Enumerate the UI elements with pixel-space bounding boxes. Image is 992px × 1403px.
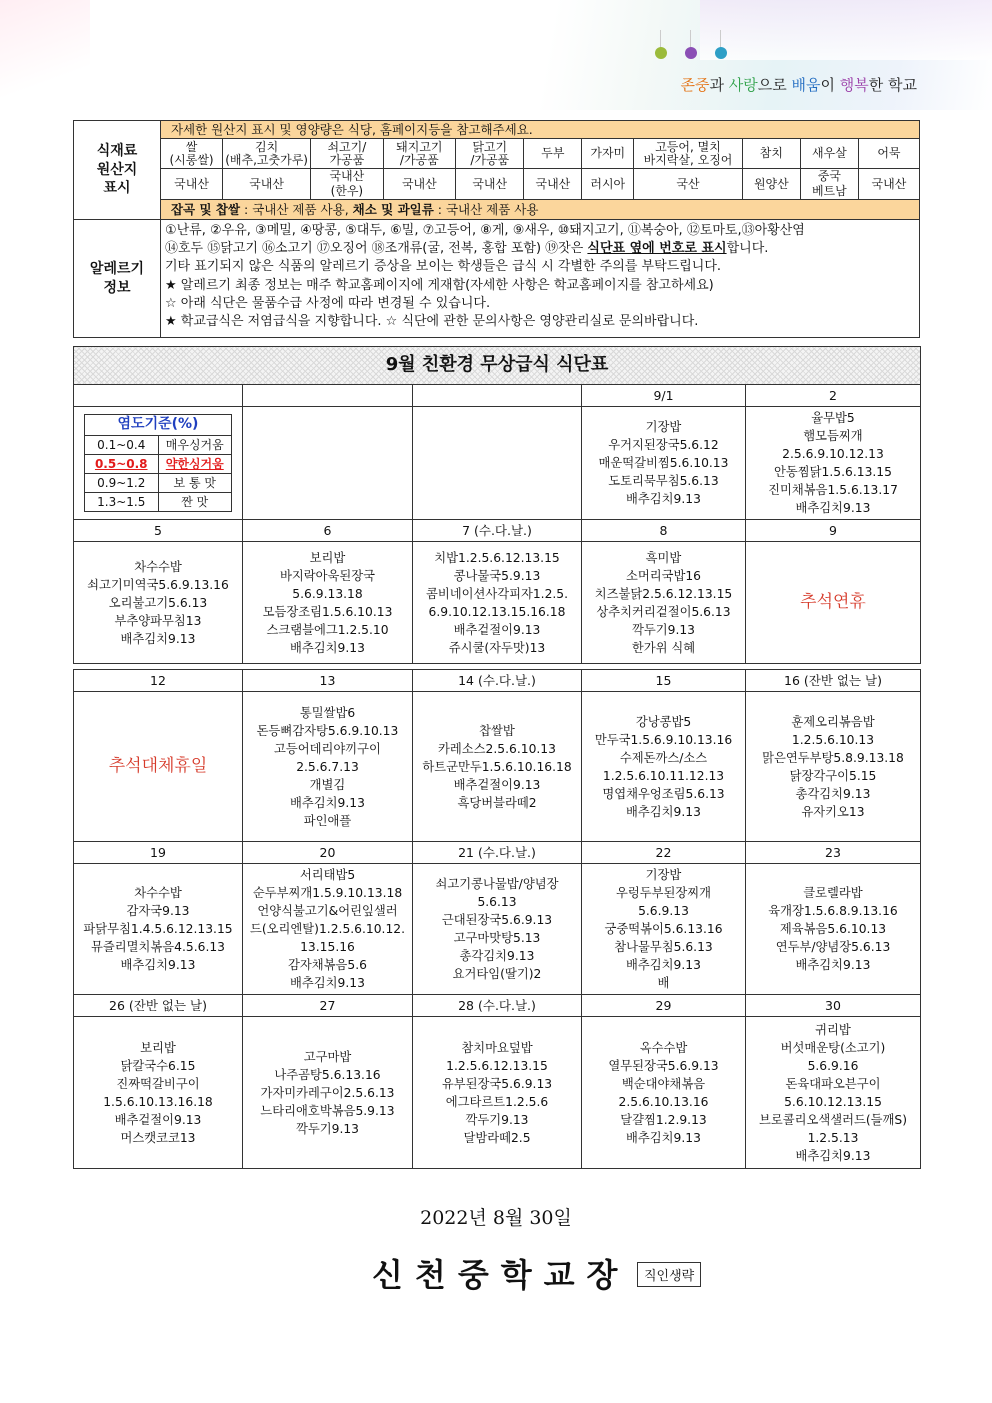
menu-item: 언양식불고기&어린잎샐러 bbox=[257, 904, 398, 918]
allergy-line-2a: ⑭호두 ⑮닭고기 ⑯소고기 ⑰오징어 ⑱조개류(굴, 전복, 홍합 포함) ⑲잣은 bbox=[164, 241, 588, 257]
menu-item: 버섯매운탕(소고기) bbox=[780, 1040, 886, 1055]
origin-value-3: 국내산 bbox=[383, 169, 455, 200]
menu-item: 우거지된장국5.6.12 bbox=[608, 438, 719, 452]
empty-cell bbox=[413, 407, 582, 520]
menu-item: 에그타르트1.2.5.6 bbox=[445, 1094, 549, 1109]
date-cell: 21 (수.다.날.) bbox=[413, 842, 582, 864]
dot-green bbox=[655, 30, 667, 62]
menu-cell bbox=[746, 1017, 921, 1169]
date-row-2 bbox=[74, 670, 921, 692]
menu-item: 총각김치9.13 bbox=[795, 786, 871, 801]
salt-standard-table bbox=[84, 414, 232, 512]
origin-grain-veg-note bbox=[160, 200, 919, 220]
issue-date: 2022년 8월 30일 bbox=[420, 1207, 572, 1229]
origin-values-row bbox=[74, 169, 920, 200]
slogan-word-7: 한 학교 bbox=[868, 76, 917, 94]
date-cell: 26 (잔반 없는 날) bbox=[74, 995, 243, 1017]
menu-item: 1.2.5.6.10.13 bbox=[791, 732, 875, 747]
menu-item: 소머리국밥16 bbox=[625, 568, 702, 583]
menu-cell bbox=[243, 1017, 413, 1169]
dot-purple bbox=[685, 30, 697, 62]
menu-item: 배추김치9.13 bbox=[795, 501, 871, 515]
menu-cell bbox=[243, 692, 413, 842]
menu-item: 느타리애호박볶음5.9.13 bbox=[260, 1103, 395, 1118]
menu-item: 돈등뼈감자탕5.6.9.10.13 bbox=[256, 723, 399, 738]
menu-item: 배추김치9.13 bbox=[120, 958, 196, 972]
menu-item: 쇠고기미역국5.6.9.13.16 bbox=[87, 577, 229, 592]
origin-item-7: 고등어, 멸치 바지락살, 오징어 bbox=[634, 139, 743, 169]
principal-name: 신천중학교장 bbox=[372, 1256, 630, 1294]
salt-cell bbox=[74, 407, 243, 520]
menu-cell bbox=[746, 864, 921, 995]
origin-value-0: 국내산 bbox=[160, 169, 222, 200]
slogan-word-0: 존중 bbox=[680, 76, 710, 94]
menu-item: 고등어데리야끼구이 bbox=[274, 741, 381, 756]
menu-item: 배추김치9.13 bbox=[626, 804, 701, 819]
origin-value-7: 국산 bbox=[634, 169, 743, 200]
menu-cell bbox=[413, 1017, 582, 1169]
menu-item: 고구마맛탕5.13 bbox=[453, 931, 541, 945]
menu-title: 9월 친환경 무상급식 식단표 bbox=[74, 347, 921, 385]
origin-item-5: 두부 bbox=[524, 139, 582, 169]
menu-item: 배추김치9.13 bbox=[795, 958, 871, 972]
origin-allergy-table bbox=[73, 120, 920, 338]
menu-item: 오리불고기5.6.13 bbox=[108, 595, 208, 610]
menu-item: 모듬장조림1.5.6.10.13 bbox=[262, 604, 393, 619]
origin-item-0: 쌀 (시롱쌀) bbox=[160, 139, 222, 169]
menu-item: 2.5.6.10.13.16 bbox=[618, 1094, 709, 1109]
slogan-word-3: 으로 bbox=[757, 76, 792, 94]
origin-note: 자세한 원산지 표시 및 영양량은 식당, 홈페이지등을 참고해주세요. bbox=[160, 121, 919, 139]
menu-item: 훈제오리볶음밥 bbox=[791, 714, 875, 729]
menu-item: 깍두기9.13 bbox=[631, 622, 696, 637]
menu-item: 닭장각구이5.15 bbox=[789, 768, 877, 783]
menu-item: 5.6.9.13 bbox=[638, 904, 689, 918]
grain-text: : 국내산 제품 사용, bbox=[240, 201, 353, 217]
menu-item: 5.6.10.12.13.15 bbox=[784, 1094, 882, 1109]
menu-item: 쥬시쿨(자두맛)13 bbox=[448, 640, 546, 655]
menu-item: 하트군만두1.5.6.10.16.18 bbox=[422, 759, 572, 774]
menu-item: 5.6.13 bbox=[477, 895, 517, 909]
holiday-cell bbox=[746, 542, 921, 664]
menu-item: 총각김치9.13 bbox=[459, 949, 535, 963]
date-row-4 bbox=[74, 995, 921, 1017]
holiday-label: 추석연휴 bbox=[800, 592, 866, 612]
salt-range: 0.1~0.4 bbox=[85, 436, 159, 455]
menu-item: 순두부찌개1.5.9.10.13.18 bbox=[252, 886, 403, 900]
slogan-word-5: 이 bbox=[820, 76, 840, 94]
menu-item: 콤비네이션사각피자1.2.5. bbox=[425, 586, 569, 601]
date-cell: 20 bbox=[243, 842, 413, 864]
empty-cell bbox=[243, 407, 413, 520]
origin-item-6: 가자미 bbox=[582, 139, 634, 169]
origin-value-8: 원양산 bbox=[742, 169, 800, 200]
menu-item: 육개장1.5.6.8.9.13.16 bbox=[768, 904, 898, 918]
menu-item: 2.5.6.7.13 bbox=[296, 759, 359, 774]
date-row-0 bbox=[74, 385, 921, 407]
menu-item: 6.9.10.12.13.15.16.18 bbox=[428, 604, 566, 619]
date-cell: 16 (잔반 없는 날) bbox=[746, 670, 921, 692]
menu-item: 배추겉절이9.13 bbox=[453, 622, 541, 637]
menu-item: 가자미카레구이2.5.6.13 bbox=[260, 1085, 395, 1100]
date-cell: 9 bbox=[746, 520, 921, 542]
menu-item: 닭칼국수6.15 bbox=[120, 1058, 196, 1073]
menu-item: 보리밥 bbox=[140, 1040, 176, 1055]
menu-cell bbox=[582, 407, 746, 520]
date-cell: 8 bbox=[582, 520, 746, 542]
menu-item: 맑은연두부탕5.8.9.13.18 bbox=[762, 750, 904, 765]
origin-items-row bbox=[74, 139, 920, 169]
menu-item: 백순대야채볶음 bbox=[621, 1076, 706, 1091]
date-cell: 30 bbox=[746, 995, 921, 1017]
menu-cell bbox=[582, 1017, 746, 1169]
veg-text: : 국내산 제품 사용 bbox=[433, 201, 539, 217]
holiday-label: 추석대체휴일 bbox=[108, 756, 208, 776]
menu-item: 옥수수밥 bbox=[639, 1040, 688, 1055]
menu-item: 안동찜닭1.5.6.13.15 bbox=[774, 465, 892, 479]
origin-item-1: 김치 (배추,고춧가루) bbox=[223, 139, 311, 169]
menu-item: 개별김 bbox=[309, 777, 346, 792]
menu-item: 참나물무침5.6.13 bbox=[614, 940, 713, 954]
menu-table bbox=[73, 346, 921, 1169]
allergy-line-4: ★ 알레르기 최종 정보는 매주 학교홈페이지에 게재함(자세한 사항은 학교홈페이지를 참고하세요) bbox=[164, 277, 714, 293]
menu-item: 배추김치9.13 bbox=[120, 631, 196, 646]
menu-cell bbox=[413, 692, 582, 842]
menu-item: 연두부/양념장5.6.13 bbox=[775, 940, 891, 954]
menu-item: 차수수밥 bbox=[134, 886, 182, 900]
menu-row-3 bbox=[74, 864, 921, 995]
menu-item: 한가위 식혜 bbox=[631, 640, 696, 655]
veg-label: 채소 및 과일류 bbox=[352, 201, 434, 217]
menu-item: 나주곰탕5.6.13.16 bbox=[274, 1067, 381, 1082]
menu-item: 강낭콩밥5 bbox=[635, 714, 692, 729]
menu-item: 만두국1.5.6.9.10.13.16 bbox=[594, 732, 733, 747]
origin-heading: 식재료 원산지 표시 bbox=[74, 121, 161, 220]
menu-item: 뮤즐리멸치볶음4.5.6.13 bbox=[91, 940, 225, 954]
allergy-line-3: 기타 표기되지 않은 식품의 알레르기 증상을 보이는 학생들은 급식 시 각별한 주의를 부탁드립니다. bbox=[164, 259, 722, 275]
date-cell: 28 (수.다.날.) bbox=[413, 995, 582, 1017]
menu-row-0 bbox=[74, 407, 921, 520]
menu-item: 도토리묵무침5.6.13 bbox=[608, 474, 719, 488]
menu-item: 제육볶음5.6.10.13 bbox=[779, 922, 887, 936]
allergy-line-5: ☆ 아래 식단은 물품수급 사정에 따라 변경될 수 있습니다. bbox=[164, 295, 491, 311]
menu-item: 보리밥 bbox=[309, 550, 346, 565]
menu-item: 찹쌀밥 bbox=[479, 723, 515, 738]
menu-item: 치즈불닭2.5.6.12.13.15 bbox=[594, 586, 733, 601]
menu-item: 브로콜리오색샐러드(들깨S) bbox=[758, 1112, 908, 1127]
decorative-dots bbox=[655, 30, 735, 62]
menu-item: 배추김치9.13 bbox=[290, 640, 365, 655]
menu-item: 달걀찜1.2.9.13 bbox=[620, 1112, 707, 1127]
date-cell: 22 bbox=[582, 842, 746, 864]
origin-value-4: 국내산 bbox=[456, 169, 524, 200]
menu-item: 5.6.9.13.18 bbox=[292, 586, 363, 601]
menu-item: 근대된장국5.6.9.13 bbox=[441, 913, 553, 927]
slogan-word-2: 사랑 bbox=[728, 76, 758, 94]
origin-item-2: 쇠고기/ 가공품 bbox=[311, 139, 383, 169]
menu-item: 차수수밥 bbox=[134, 559, 182, 574]
date-row-3 bbox=[74, 842, 921, 864]
origin-value-10: 국내산 bbox=[858, 169, 919, 200]
origin-value-2: 국내산 (한우) bbox=[311, 169, 383, 200]
origin-item-10: 어묵 bbox=[858, 139, 919, 169]
menu-row-2 bbox=[74, 692, 921, 842]
menu-item: 스크램블에그1.2.5.10 bbox=[266, 622, 389, 637]
menu-item: 1.2.5.6.12.13.15 bbox=[446, 1058, 548, 1073]
origin-value-6: 러시아 bbox=[582, 169, 634, 200]
allergy-info bbox=[160, 220, 919, 338]
menu-cell bbox=[582, 692, 746, 842]
menu-item: 2.5.6.9.10.12.13 bbox=[782, 447, 884, 461]
menu-item: 1.5.6.10.13.16.18 bbox=[103, 1094, 213, 1109]
menu-item: 클로렐라밥 bbox=[803, 886, 863, 900]
menu-item: 상추치커리겉절이5.6.13 bbox=[596, 604, 731, 619]
decor-ribbon-left bbox=[0, 0, 90, 110]
menu-item: 머스캣코코13 bbox=[120, 1130, 196, 1145]
menu-item: 깍두기9.13 bbox=[465, 1112, 529, 1127]
origin-value-1: 국내산 bbox=[223, 169, 311, 200]
menu-item: 13.15.16 bbox=[300, 940, 355, 954]
menu-item: 드(오리엔탈)1.2.5.6.10.12. bbox=[249, 922, 406, 936]
school-slogan bbox=[681, 74, 917, 95]
menu-item: 고구마밥 bbox=[303, 1049, 352, 1064]
seal-omitted-box: 직인생략 bbox=[637, 1262, 701, 1287]
menu-item: 기장밥 bbox=[645, 868, 682, 882]
salt-label: 약한싱거움 bbox=[158, 455, 232, 474]
menu-item: 진짜떡갈비구이 bbox=[116, 1076, 200, 1091]
salt-label: 매우싱거움 bbox=[158, 436, 232, 455]
salt-label: 짠 맛 bbox=[158, 493, 232, 512]
date-cell: 14 (수.다.날.) bbox=[413, 670, 582, 692]
menu-item: 배추김치9.13 bbox=[795, 1148, 871, 1163]
menu-item: 카레소스2.5.6.10.13 bbox=[438, 741, 556, 756]
allergy-line-2b: 식단표 옆에 번호로 표시 bbox=[587, 241, 727, 257]
menu-item: 통밀쌀밥6 bbox=[299, 705, 356, 720]
menu-item: 깍두기9.13 bbox=[295, 1121, 360, 1136]
date-cell: 15 bbox=[582, 670, 746, 692]
menu-cell bbox=[74, 1017, 243, 1169]
menu-item: 흑미밥 bbox=[645, 550, 682, 565]
date-cell: 6 bbox=[243, 520, 413, 542]
menu-cell bbox=[582, 542, 746, 664]
origin-item-3: 돼지고기 /가공품 bbox=[383, 139, 455, 169]
menu-row-4 bbox=[74, 1017, 921, 1169]
menu-item: 파닭무침1.4.5.6.12.13.15 bbox=[83, 922, 233, 936]
menu-item: 콩나물국5.9.13 bbox=[453, 568, 541, 583]
menu-item: 쇠고기콩나물밥/양념장 bbox=[435, 877, 559, 891]
menu-item: 매운떡갈비찜5.6.10.13 bbox=[598, 456, 729, 470]
menu-cell bbox=[413, 542, 582, 664]
salt-row bbox=[85, 474, 232, 493]
decor-ribbon-right bbox=[700, 0, 992, 60]
menu-item: 흑당버블라떼2 bbox=[457, 795, 537, 810]
salt-header-row bbox=[85, 415, 232, 436]
origin-item-9: 새우살 bbox=[800, 139, 858, 169]
date-cell: 5 bbox=[74, 520, 243, 542]
slogan-word-6: 행복 bbox=[839, 76, 869, 94]
date-cell: 23 bbox=[746, 842, 921, 864]
date-row-1 bbox=[74, 520, 921, 542]
menu-cell bbox=[74, 864, 243, 995]
menu-item: 부추양파무침13 bbox=[114, 613, 202, 628]
allergy-line-2c: 합니다. bbox=[726, 241, 769, 257]
salt-range: 0.9~1.2 bbox=[85, 474, 159, 493]
menu-item: 파인애플 bbox=[303, 813, 352, 828]
holiday-cell bbox=[74, 692, 243, 842]
salt-range: 1.3~1.5 bbox=[85, 493, 159, 512]
menu-cell bbox=[243, 542, 413, 664]
menu-cell bbox=[746, 692, 921, 842]
date-cell: 2 bbox=[746, 385, 921, 407]
salt-row bbox=[85, 493, 232, 512]
menu-item: 배추김치9.13 bbox=[626, 958, 701, 972]
menu-item: 돈육대파오븐구이 bbox=[785, 1076, 881, 1091]
menu-item: 배추김치9.13 bbox=[626, 1130, 701, 1145]
origin-item-8: 참치 bbox=[742, 139, 800, 169]
menu-cell bbox=[243, 864, 413, 995]
salt-label: 보 통 맛 bbox=[158, 474, 232, 493]
origin-item-4: 닭고기 /가공품 bbox=[456, 139, 524, 169]
menu-item: 배추겉절이9.13 bbox=[114, 1112, 202, 1127]
menu-item: 바지락아욱된장국 bbox=[279, 568, 376, 583]
menu-item: 기장밥 bbox=[645, 420, 682, 434]
menu-item: 배추김치9.13 bbox=[626, 492, 701, 506]
menu-item: 배 bbox=[657, 976, 670, 990]
date-cell: 29 bbox=[582, 995, 746, 1017]
date-cell: 13 bbox=[243, 670, 413, 692]
menu-item: 유자키오13 bbox=[801, 804, 865, 819]
menu-item: 감자채볶음5.6 bbox=[288, 958, 367, 972]
menu-item: 1.2.5.6.10.11.12.13 bbox=[602, 768, 725, 783]
date-cell: 19 bbox=[74, 842, 243, 864]
menu-cell bbox=[582, 864, 746, 995]
slogan-word-1: 과 bbox=[709, 76, 729, 94]
menu-item: 궁중떡볶이5.6.13.16 bbox=[604, 922, 723, 936]
origin-value-5: 국내산 bbox=[524, 169, 582, 200]
menu-row-1 bbox=[74, 542, 921, 664]
menu-item: 감자국9.13 bbox=[126, 904, 190, 918]
date-cell bbox=[413, 385, 582, 407]
menu-item: 수제돈까스/소스 bbox=[619, 750, 708, 765]
allergy-line-6: ★ 학교급식은 저염급식을 지향합니다. ☆ 식단에 관한 문의사항은 영양관리실로 문의바랍니다. bbox=[164, 313, 699, 329]
origin-value-9: 중국 베트남 bbox=[800, 169, 858, 200]
menu-item: 햄모듬찌개 bbox=[803, 429, 863, 443]
date-cell bbox=[243, 385, 413, 407]
menu-item: 배추겉절이9.13 bbox=[453, 777, 541, 792]
allergy-line-2 bbox=[165, 240, 915, 258]
menu-item: 5.6.9.16 bbox=[807, 1058, 859, 1073]
allergy-heading: 알레르기 정보 bbox=[74, 220, 161, 338]
date-cell: 12 bbox=[74, 670, 243, 692]
date-cell: 7 (수.다.날.) bbox=[413, 520, 582, 542]
menu-item: 우렁두부된장찌개 bbox=[615, 886, 712, 900]
menu-item: 귀리밥 bbox=[815, 1022, 851, 1037]
menu-item: 참치마요덮밥 bbox=[461, 1040, 533, 1055]
salt-row bbox=[85, 455, 232, 474]
menu-item: 배추김치9.13 bbox=[290, 795, 365, 810]
date-cell: 27 bbox=[243, 995, 413, 1017]
menu-cell bbox=[413, 864, 582, 995]
menu-item: 율무밥5 bbox=[811, 411, 855, 425]
menu-cell bbox=[74, 542, 243, 664]
menu-cell bbox=[746, 407, 921, 520]
date-cell: 9/1 bbox=[582, 385, 746, 407]
grain-label: 잡곡 및 찹쌀 bbox=[170, 201, 241, 217]
menu-item: 서리태밥5 bbox=[299, 868, 356, 882]
salt-title: 염도기준(%) bbox=[85, 415, 232, 436]
allergy-line-1: ①난류, ②우유, ③메밀, ④땅콩, ⑤대두, ⑥밀, ⑦고등어, ⑧게, ⑨새우, ⑩돼지고기, ⑪복숭아, ⑫토마토,⑬아황산염 bbox=[164, 223, 805, 238]
salt-row bbox=[85, 436, 232, 455]
menu-item: 요거타임(딸기)2 bbox=[452, 967, 542, 981]
salt-range: 0.5~0.8 bbox=[85, 455, 159, 474]
date-cell bbox=[74, 385, 243, 407]
menu-item: 열무된장국5.6.9.13 bbox=[608, 1058, 719, 1073]
menu-item: 배추김치9.13 bbox=[290, 976, 365, 990]
menu-item: 달밤라떼2.5 bbox=[463, 1130, 531, 1145]
dot-blue bbox=[715, 30, 727, 62]
slogan-word-4: 배움 bbox=[791, 76, 821, 94]
menu-item: 치밥1.2.5.6.12.13.15 bbox=[434, 550, 560, 565]
menu-item: 진미채볶음1.5.6.13.17 bbox=[768, 483, 898, 497]
menu-item: 명엽채우엉조림5.6.13 bbox=[602, 786, 725, 801]
menu-item: 유부된장국5.6.9.13 bbox=[441, 1076, 553, 1091]
menu-item: 1.2.5.13 bbox=[807, 1130, 859, 1145]
